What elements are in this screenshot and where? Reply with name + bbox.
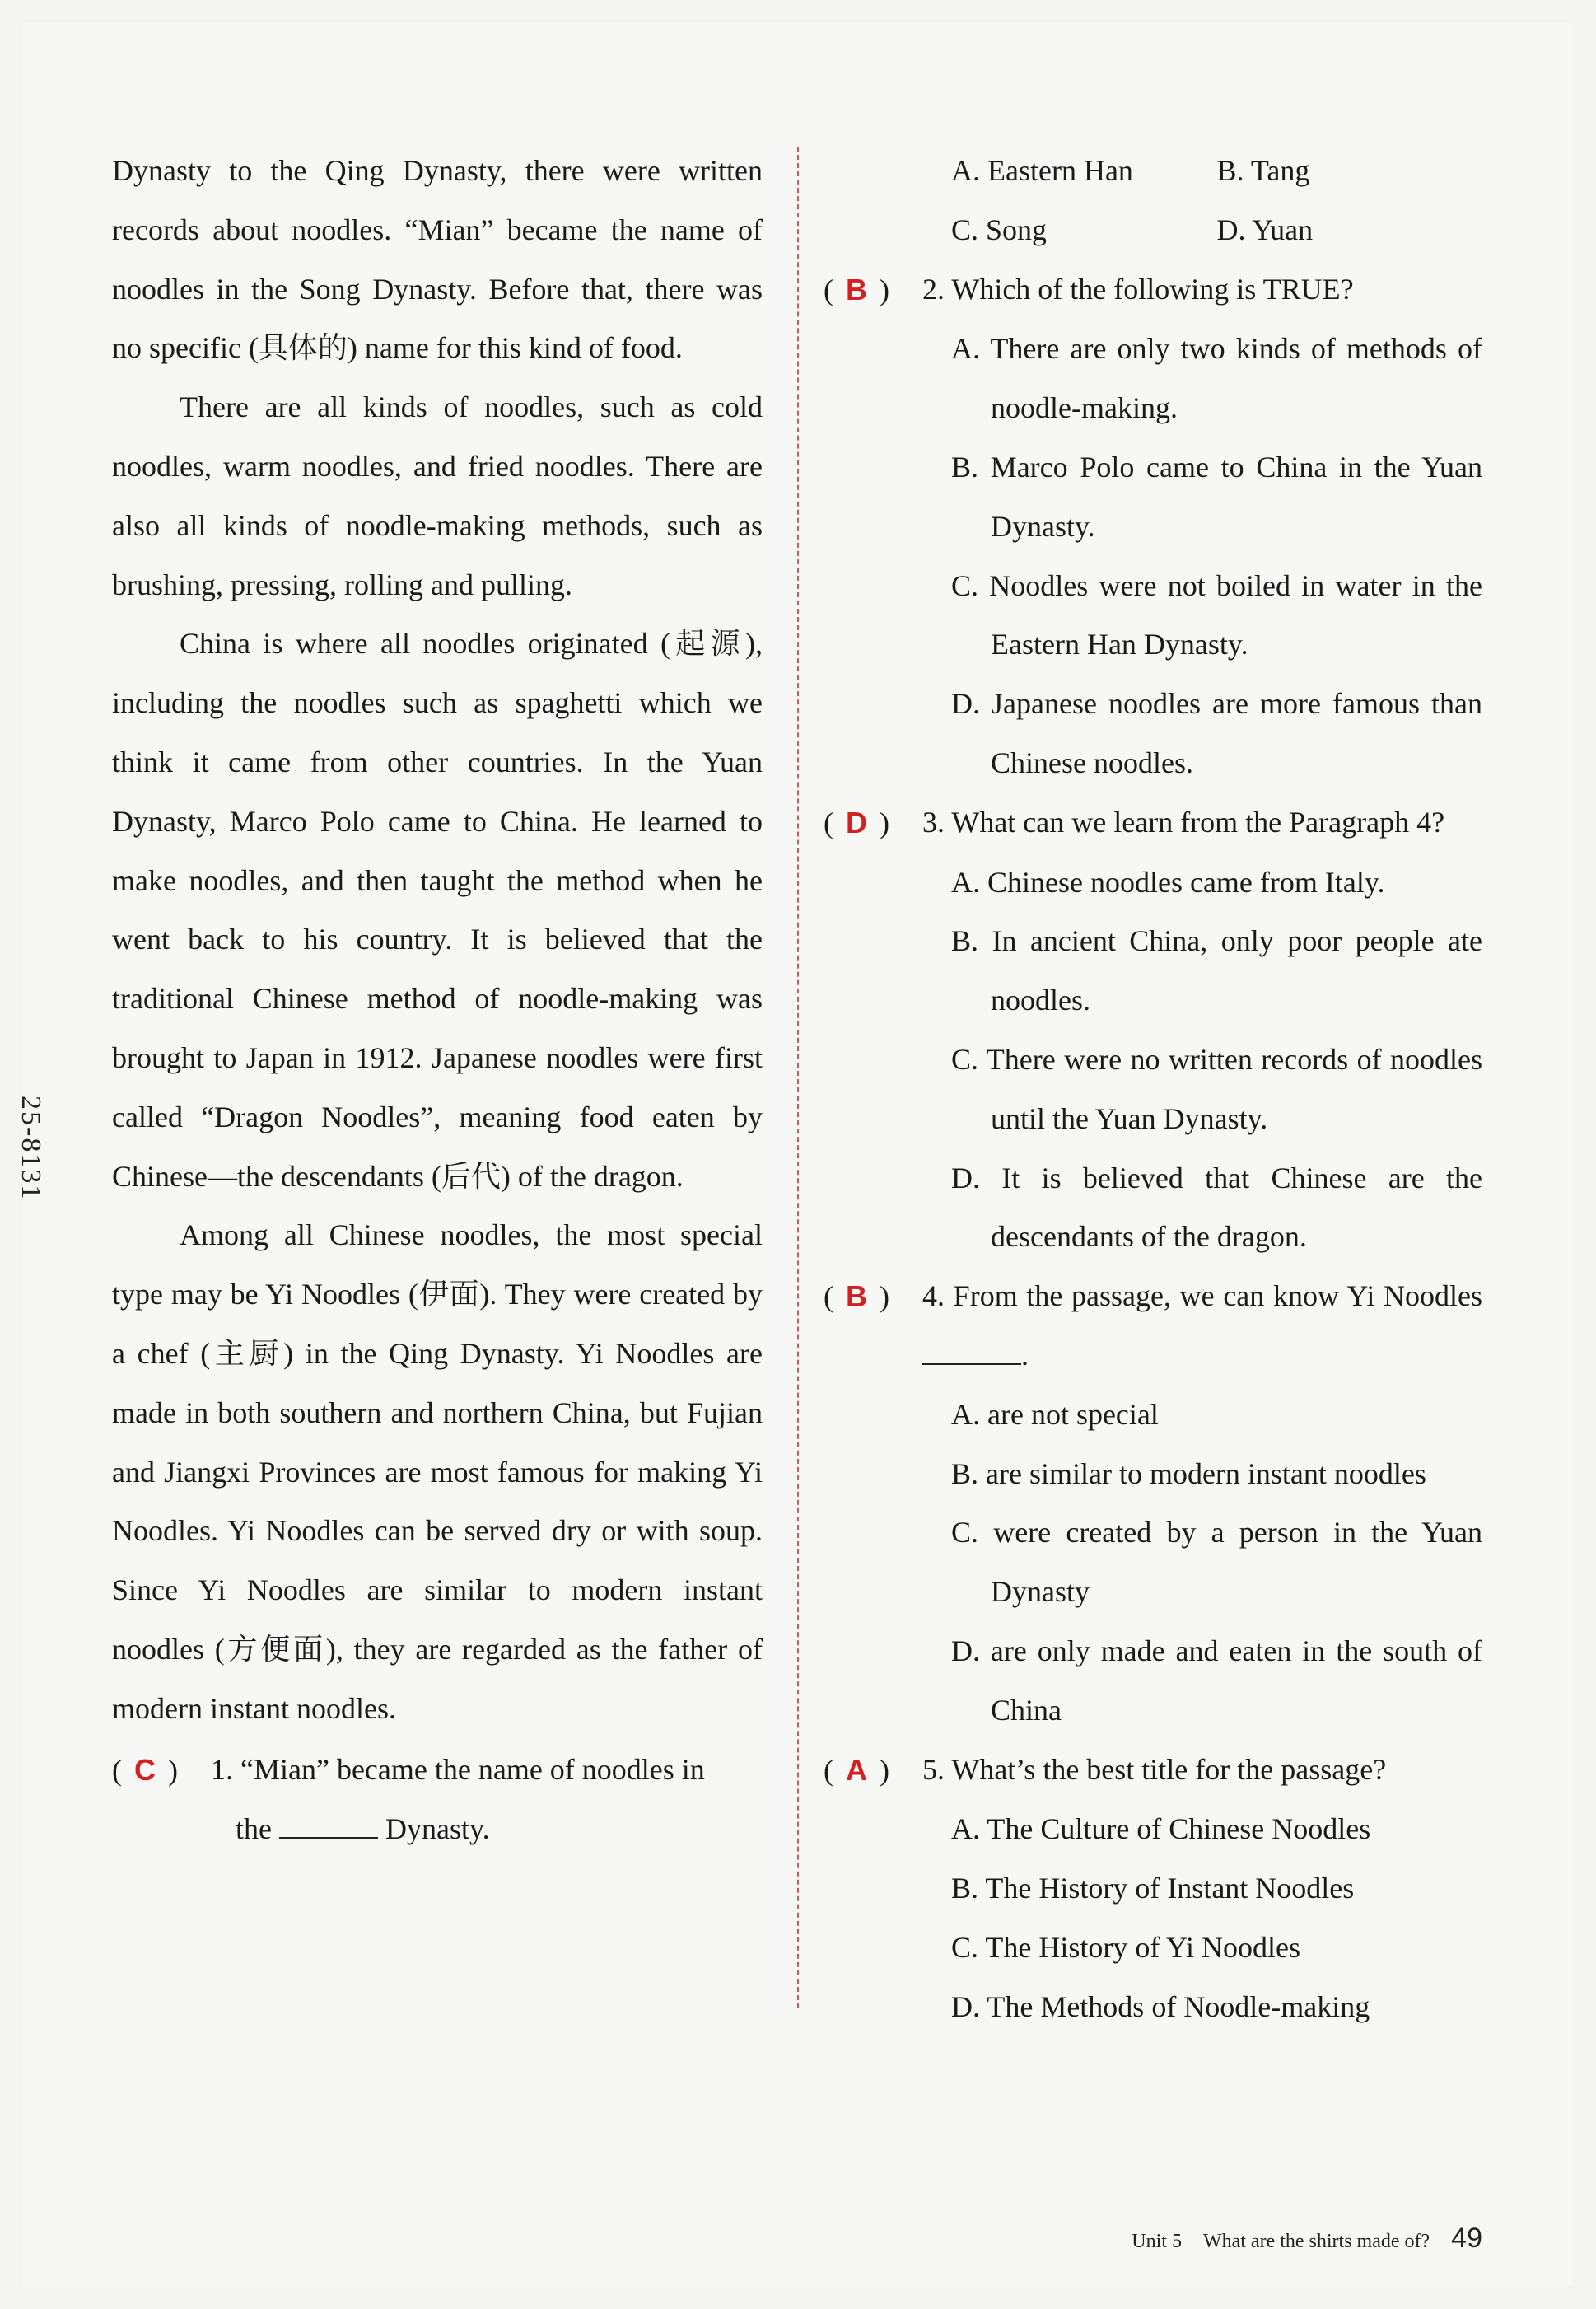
option[interactable]: A. are not special	[951, 1397, 1159, 1431]
option[interactable]: C. were created by a person in the Yuan Dynasty	[951, 1516, 1482, 1609]
footer-title: What are the shirts made of?	[1202, 2231, 1430, 2252]
answer-blank[interactable]	[922, 1339, 1021, 1365]
passage-column	[112, 142, 763, 1859]
question-stem: 2. Which of the following is TRUE?	[922, 272, 1354, 306]
option[interactable]: A. There are only two kinds of methods of noodle-making.	[951, 332, 1482, 425]
option[interactable]: C. Noodles were not boiled in water in the Eastern Han Dynasty.	[951, 568, 1482, 661]
answer-bracket[interactable]: ( A )	[824, 1741, 922, 1801]
question-stem: 3. What can we learn from the Paragraph 4?	[922, 805, 1445, 839]
answer-bracket[interactable]: ( D )	[824, 793, 922, 853]
option[interactable]: B. In ancient China, only poor people ate noodles.	[951, 924, 1482, 1017]
page-footer	[1087, 2223, 1482, 2255]
option[interactable]: D. Yuan	[1216, 213, 1314, 246]
question-5	[824, 1741, 1482, 2037]
option[interactable]: D. are only made and eaten in the south of China	[951, 1634, 1482, 1727]
option[interactable]: A. Chinese noodles came from Italy.	[951, 865, 1385, 899]
passage-paragraph-4: Among all Chinese noodles, the most special type may be Yi Noodles (伊面). They were created by a chef (主厨) in the Qing Dynasty. Yi Noodles are made in both southern and northern China, but Fujian and Jiangxi Provinces are most famous for making Yi Noodles. Yi Noodles can be served dry or with soup. Since Yi Noodles are similar to modern instant noodles (方便面), they are regarded as the father of modern instant noodles.	[112, 1218, 763, 1725]
question-1-options	[824, 201, 1482, 260]
passage-paragraph-1: Dynasty to the Qing Dynasty, there were written records about noodles. “Mian” became the name of noodles in the Song Dynasty. Before that, there was no specific (具体的) name for this kind of food.	[112, 154, 763, 365]
answer-mark: D	[846, 805, 867, 839]
page-number: 49	[1451, 2223, 1482, 2254]
question-2	[824, 260, 1482, 793]
option[interactable]: C. Song	[951, 213, 1048, 246]
question-4	[824, 1267, 1482, 1740]
option[interactable]: B. Marco Polo came to China in the Yuan Dynasty.	[951, 450, 1482, 543]
option[interactable]: D. It is believed that Chinese are the descendants of the dragon.	[951, 1161, 1482, 1254]
answer-mark: B	[846, 1279, 867, 1314]
question-1	[112, 1741, 763, 1860]
option[interactable]: C. The History of Yi Noodles	[951, 1930, 1300, 1964]
option[interactable]: D. Japanese noodles are more famous than Chinese noodles.	[951, 687, 1482, 779]
answer-bracket[interactable]: ( B )	[824, 260, 922, 320]
option[interactable]: D. The Methods of Noodle-making	[951, 1989, 1370, 2023]
question-stem: 1. “Mian” became the name of noodles in	[211, 1752, 705, 1786]
option[interactable]: C. There were no written records of noodles until the Yuan Dynasty.	[951, 1042, 1482, 1135]
answer-mark: A	[846, 1752, 867, 1787]
question-1-options	[824, 142, 1482, 201]
footer-unit: Unit 5	[1132, 2231, 1182, 2252]
option[interactable]: B. Tang	[1216, 154, 1310, 187]
passage-paragraph-3: China is where all noodles originated (起源), including the noodles such as spaghetti which we think it came from other countries. In the Yuan Dynasty, Marco Polo came to China. He learned to make noodles, and then taught the method when he went back to his country. It is believed that the traditional Chinese method of noodle-making was brought to Japan in 1912. Japanese noodles were first called “Dragon Noodles”, meaning food eaten by Chinese—the descendants (后代) of the dragon.	[112, 627, 763, 1193]
passage-paragraph-2: There are all kinds of noodles, such as cold noodles, warm noodles, and fried noodles. There are also all kinds of noodle-making methods, such as brushing, pressing, rolling and pulling.	[112, 390, 763, 601]
question-3	[824, 793, 1482, 1267]
option[interactable]: B. The History of Instant Noodles	[951, 1872, 1355, 1905]
answer-bracket[interactable]: ( B )	[824, 1267, 922, 1386]
question-stem-continued: the Dynasty.	[236, 1812, 490, 1846]
option[interactable]: B. are similar to modern instant noodles	[951, 1456, 1426, 1490]
answer-blank[interactable]	[279, 1812, 378, 1839]
question-stem: 4. From the passage, we can know Yi Noodles .	[922, 1279, 1482, 1372]
option[interactable]: A. Eastern Han	[951, 154, 1133, 187]
column-divider	[797, 147, 799, 2008]
questions-column	[824, 142, 1482, 2037]
question-stem: 5. What’s the best title for the passage?	[922, 1752, 1387, 1786]
answer-mark: B	[846, 272, 867, 306]
answer-mark: C	[134, 1752, 156, 1787]
side-code: 25-8131	[16, 1096, 46, 1201]
answer-bracket[interactable]: ( C )	[112, 1741, 211, 1801]
option[interactable]: A. The Culture of Chinese Noodles	[951, 1812, 1371, 1846]
